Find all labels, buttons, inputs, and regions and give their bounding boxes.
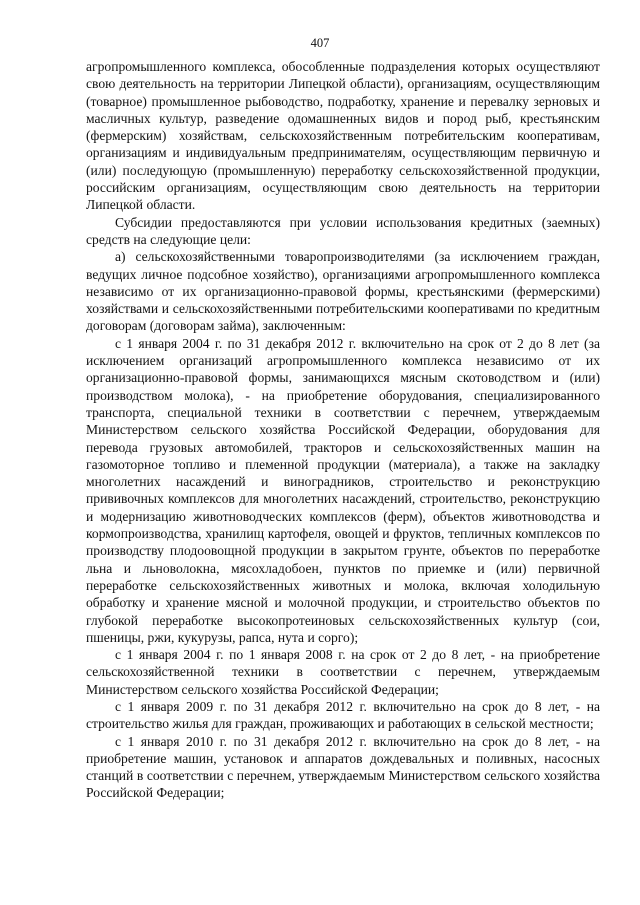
paragraph-2004-2008: с 1 января 2004 г. по 1 января 2008 г. на срок от 2 до 8 лет, - на приобретение сельскохозяйственной техники в соответствии с перечнем, утверждаемым Министерством сельского хозяйства Российской Федерации; [86, 647, 600, 697]
paragraph-2009-2012: с 1 января 2009 г. по 31 декабря 2012 г. включительно на срок до 8 лет, - на строительство жилья для граждан, проживающих и работающих в сельской местности; [86, 698, 600, 732]
paragraph-item-a: а) сельскохозяйственными товаропроизводителями (за исключением граждан, ведущих личное подсобное хозяйство), организациями агропромышленного комплекса независимо от их организационно-правовой формы, крестьянскими (фермерскими) хозяйствами и сельскохозяйственными потребительскими кооперативами по кредитным договорам (договорам займа), заключенным: [86, 249, 600, 334]
body-text [86, 58, 600, 802]
page-number: 407 [310, 36, 330, 50]
paragraph-2010-2012: с 1 января 2010 г. по 31 декабря 2012 г. включительно на срок до 8 лет, - на приобретение машин, установок и аппаратов дождевальных и поливных, насосных станций в соответствии с перечнем, утверждаемым Министерством сельского хозяйства Российской Федерации; [86, 733, 600, 801]
paragraph-subsidy-conditions: Субсидии предоставляются при условии использования кредитных (заемных) средств на следующие цели: [86, 214, 600, 247]
paragraph-2004-2012: с 1 января 2004 г. по 31 декабря 2012 г. включительно на срок от 2 до 8 лет (за исключением организаций агропромышленного комплекса независимо от их организационно-правовой формы, занимающихся мясным скотоводством и (или) производством молока), - на приобретение оборудования, специализированного транспорта, специальной техники в соответствии с перечнем, утверждаемым Министерством сельского хозяйства Российской Федерации, оборудования для перевода грузовых автомобилей, тракторов и сельскохозяйственных машин на газомоторное топливо и племенной продукции (материала), а также на закладку многолетних насаждений и виноградников, строительство и реконструкцию прививочных комплексов для многолетних насаждений, строительство, реконструкцию и модернизацию животноводческих комплексов (ферм), объектов животноводства и кормопроизводства, хранилищ картофеля, овощей и фруктов, тепличных комплексов по производству плодоовощной продукции в закрытом грунте, объектов по переработке льна и льноволокна, мясохладобоен, пунктов по приемке и (или) первичной переработке сельскохозяйственных животных и молока, включая холодильную обработку и хранение мясной и молочной продукции, и строительство объектов по глубокой переработке высокопротеиновых сельскохозяйственных культур (сои, пшеницы, ржи, кукурузы, рапса, нута и сорго); [86, 335, 600, 645]
paragraph-continuation: агропромышленного комплекса, обособленные подразделения которых осуществляют свою деятельность на территории Липецкой области), организациям, осуществляющим (товарное) промышленное рыбоводство, подработку, хранение и перевалку зерновых и масличных культур, разведение одомашненных видов и пород рыб, крестьянским (фермерским) хозяйствам, сельскохозяйственным потребительским кооперативам, организациям и индивидуальным предпринимателям, осуществляющим первичную и (или) последующую (промышленную) переработку сельскохозяйственной продукции, российским организациям, осуществляющим свою деятельность на территории Липецкой области. [86, 59, 600, 213]
